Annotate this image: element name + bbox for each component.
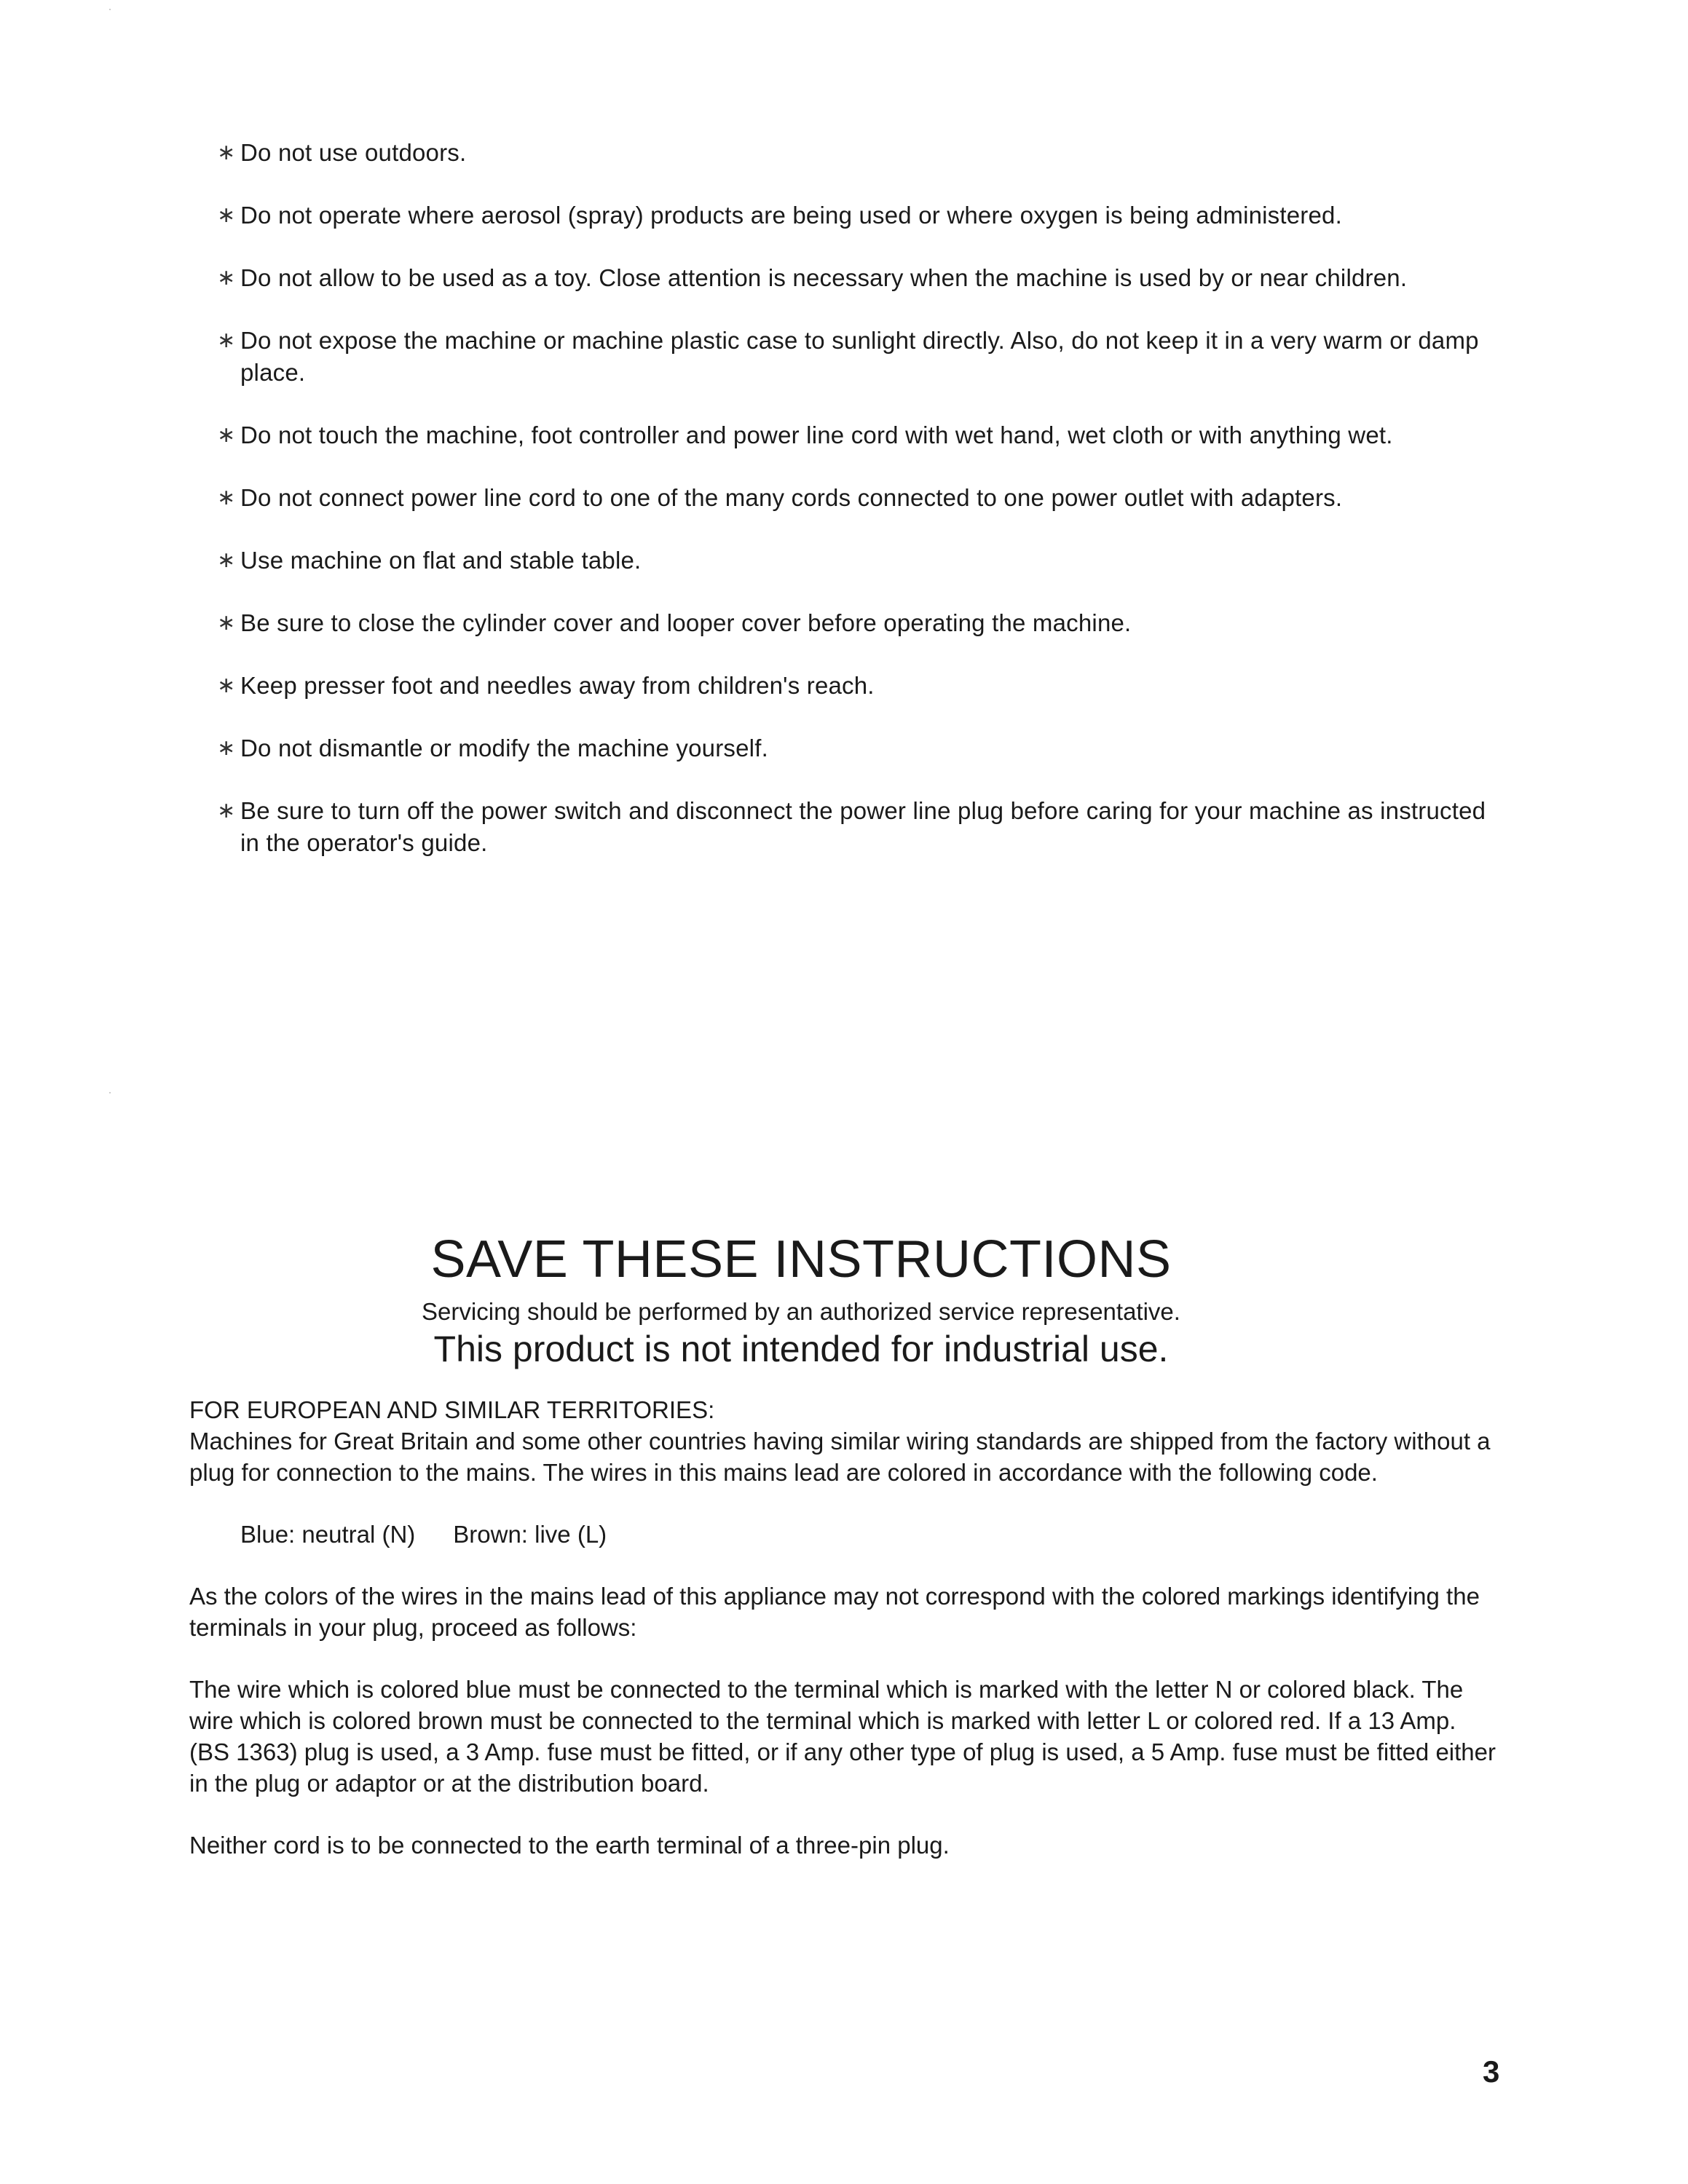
scan-mark xyxy=(109,9,111,10)
page-number: 3 xyxy=(1483,2054,1500,2089)
colors-note: As the colors of the wires in the mains lead of this appliance may not correspond with the colored markings identifying the terminals in your plug, proceed as follows: xyxy=(189,1583,1480,1641)
industrial-use-note: This product is not intended for industrial use. xyxy=(433,1329,1169,1369)
wire-color-code xyxy=(240,1519,1500,1550)
bullet-text: Do not use outdoors. xyxy=(240,139,467,166)
asterisk-icon: ∗ xyxy=(217,266,236,290)
asterisk-icon: ∗ xyxy=(217,548,236,572)
blue-wire-code: Blue: neutral (N) xyxy=(240,1521,416,1548)
asterisk-icon: ∗ xyxy=(217,611,236,635)
bullet-item xyxy=(217,199,1499,232)
save-instructions-heading: SAVE THESE INSTRUCTIONS xyxy=(430,1230,1172,1289)
asterisk-icon: ∗ xyxy=(217,673,236,697)
bullet-item xyxy=(217,607,1499,639)
bullet-text: Do not operate where aerosol (spray) products are being used or where oxygen is being administered. xyxy=(240,202,1342,229)
asterisk-icon: ∗ xyxy=(217,141,236,165)
bullet-item xyxy=(217,670,1499,702)
european-heading: FOR EUROPEAN AND SIMILAR TERRITORIES: xyxy=(189,1396,715,1423)
bullet-item xyxy=(217,545,1499,577)
wiring-instructions: The wire which is colored blue must be connected to the terminal which is marked with the letter N or colored black. The wire which is colored brown must be connected to the terminal which is marked with letter L or colored red. If a 13 Amp. (BS 1363) plug is used, a 3 Amp. fuse must be fitted, or if any other type of plug is used, a 5 Amp. fuse must be fitted either in the plug or adaptor or at the distribution board. xyxy=(189,1676,1496,1797)
asterisk-icon: ∗ xyxy=(217,328,236,352)
bullet-text: Be sure to turn off the power switch and disconnect the power line plug before caring for your machine as instructed in the operator's guide. xyxy=(240,797,1486,856)
bullet-text: Do not connect power line cord to one of the many cords connected to one power outlet with adapters. xyxy=(240,484,1343,511)
brown-wire-code: Brown: live (L) xyxy=(453,1521,607,1548)
european-territories-section xyxy=(189,1394,1500,1891)
scan-mark xyxy=(109,1092,111,1093)
bullet-text: Do not expose the machine or machine plastic case to sunlight directly. Also, do not keep it in a very warm or damp place. xyxy=(240,327,1479,386)
servicing-note: Servicing should be performed by an authorized service representative. xyxy=(422,1298,1180,1325)
bullet-item xyxy=(217,732,1499,764)
bullet-text: Do not allow to be used as a toy. Close attention is necessary when the machine is used by or near children. xyxy=(240,264,1408,291)
bullet-item xyxy=(217,262,1499,294)
bullet-text: Do not dismantle or modify the machine yourself. xyxy=(240,735,768,761)
safety-bullet-list xyxy=(217,137,1499,890)
bullet-item xyxy=(217,795,1499,859)
european-intro: Machines for Great Britain and some other countries having similar wiring standards are shipped from the factory without a plug for connection to the mains. The wires in this mains lead are colored in accordance with the following code. xyxy=(189,1428,1491,1486)
bullet-text: Use machine on flat and stable table. xyxy=(240,547,642,574)
bullet-text: Do not touch the machine, foot controller and power line cord with wet hand, wet cloth or with anything wet. xyxy=(240,422,1393,448)
bullet-item xyxy=(217,419,1499,451)
bullet-text: Keep presser foot and needles away from children's reach. xyxy=(240,672,875,699)
asterisk-icon: ∗ xyxy=(217,423,236,447)
bullet-text: Be sure to close the cylinder cover and looper cover before operating the machine. xyxy=(240,609,1132,636)
earth-terminal-note: Neither cord is to be connected to the earth terminal of a three-pin plug. xyxy=(189,1832,950,1859)
asterisk-icon: ∗ xyxy=(217,736,236,760)
asterisk-icon: ∗ xyxy=(217,486,236,510)
bullet-item xyxy=(217,325,1499,389)
asterisk-icon: ∗ xyxy=(217,203,236,227)
asterisk-icon: ∗ xyxy=(217,799,236,823)
bullet-item xyxy=(217,482,1499,514)
bullet-item xyxy=(217,137,1499,169)
